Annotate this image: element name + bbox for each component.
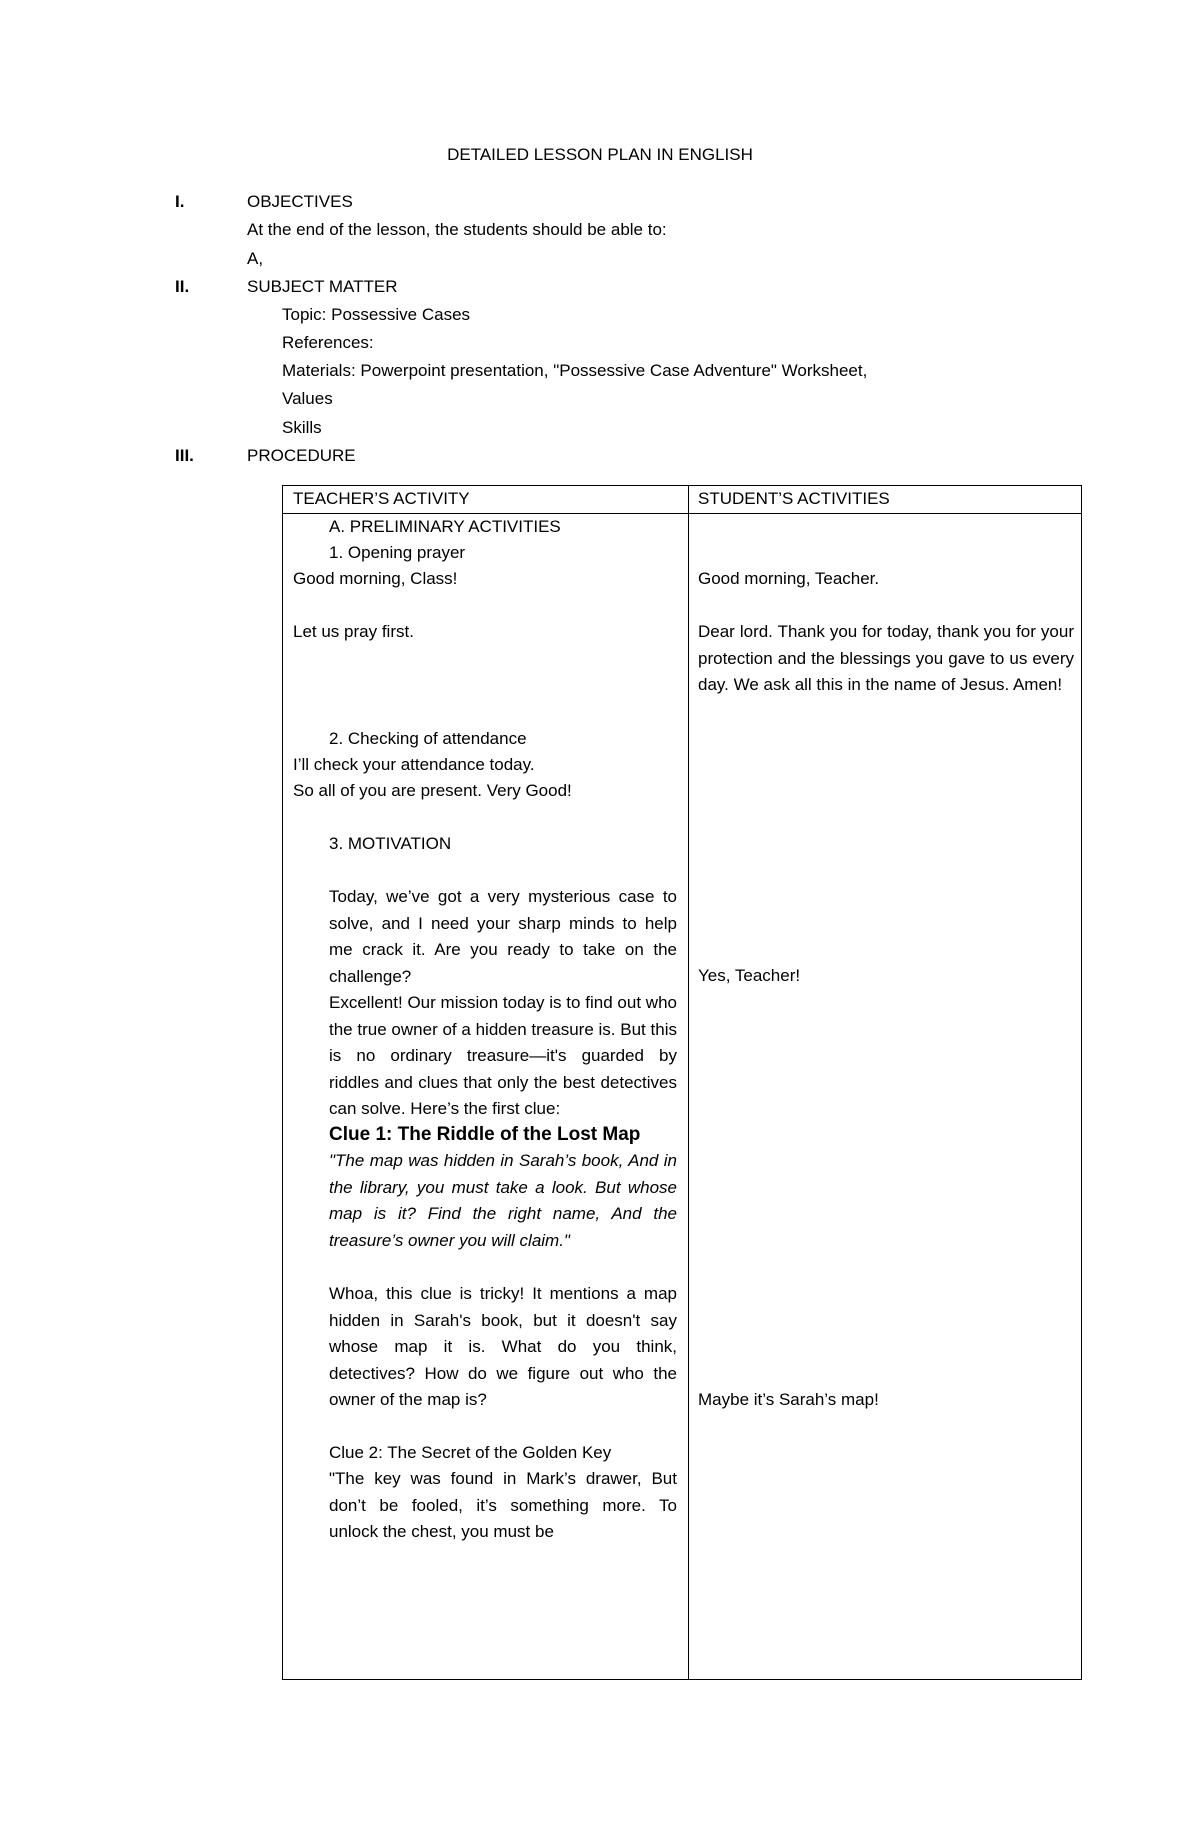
opening-prayer: 1. Opening prayer: [329, 543, 466, 562]
values: Values: [282, 389, 333, 408]
objectives-item-a: A,: [247, 249, 264, 268]
clue2-title: Clue 2: The Secret of the Golden Key: [329, 1443, 612, 1462]
clue1-title: Clue 1: The Riddle of the Lost Map: [329, 1124, 641, 1145]
preliminary-activities: A. PRELIMINARY ACTIVITIES: [329, 517, 561, 536]
mystery-paragraph: Today, we’ve got a very mysterious case to solve, and I need your sharp minds to help me crack it. Are you ready to take on the challenge?: [329, 887, 677, 986]
procedure-heading: PROCEDURE: [247, 446, 356, 465]
attendance-line-2: So all of you are present. Very Good!: [293, 781, 572, 800]
motivation-heading: 3. MOTIVATION: [329, 834, 452, 853]
page-title: DETAILED LESSON PLAN IN ENGLISH: [447, 145, 753, 164]
mission-paragraph: Excellent! Our mission today is to find out who the true owner of a hidden treasure is. But this is no ordinary treasure—it's guarded by riddles and clues that only the best detectives can solve. Here’s the first clue:: [329, 993, 677, 1118]
student-greeting: Good morning, Teacher.: [698, 569, 880, 588]
teacher-pray: Let us pray first.: [293, 622, 414, 641]
objectives-intro: At the end of the lesson, the students should be able to:: [247, 220, 667, 239]
skills: Skills: [282, 418, 322, 437]
header-teacher-activity: TEACHER’S ACTIVITY: [293, 489, 470, 508]
clue1-text: "The map was hidden in Sarah’s book, And in the library, you must take a look. But whose map is it? Find the right name, And the treasure’s owner you will claim.": [329, 1151, 677, 1250]
section-numeral-objectives: I.: [175, 192, 185, 211]
objectives-heading: OBJECTIVES: [247, 192, 353, 211]
student-answer: Maybe it’s Sarah’s map!: [698, 1390, 879, 1409]
teacher-greeting: Good morning, Class!: [293, 569, 458, 588]
references: References:: [282, 333, 374, 352]
student-ready: Yes, Teacher!: [698, 966, 801, 985]
subject-matter-heading: SUBJECT MATTER: [247, 277, 398, 296]
header-student-activities: STUDENT’S ACTIVITIES: [698, 489, 890, 508]
clue1-question: Whoa, this clue is tricky! It mentions a map hidden in Sarah's book, but it doesn't say whose map it is. What do you think, detectives? How do we figure out who the owner of the map is?: [329, 1284, 677, 1409]
attendance-line-1: I’ll check your attendance today.: [293, 755, 535, 774]
materials: Materials: Powerpoint presentation, "Possessive Case Adventure" Worksheet,: [282, 361, 868, 380]
column-divider: [688, 486, 689, 1679]
section-numeral-subject-matter: II.: [175, 277, 190, 296]
topic: Topic: Possessive Cases: [282, 305, 471, 324]
procedure-table: [282, 485, 1082, 1680]
clue2-text: "The key was found in Mark’s drawer, But don’t be fooled, it’s something more. To unlock the chest, you must be: [329, 1469, 677, 1541]
student-prayer: Dear lord. Thank you for today, thank you for your protection and the blessings you gave to us every day. We ask all this in the name of Jesus. Amen!: [698, 622, 1074, 694]
attendance-heading: 2. Checking of attendance: [329, 729, 527, 748]
section-numeral-procedure: III.: [175, 446, 194, 465]
